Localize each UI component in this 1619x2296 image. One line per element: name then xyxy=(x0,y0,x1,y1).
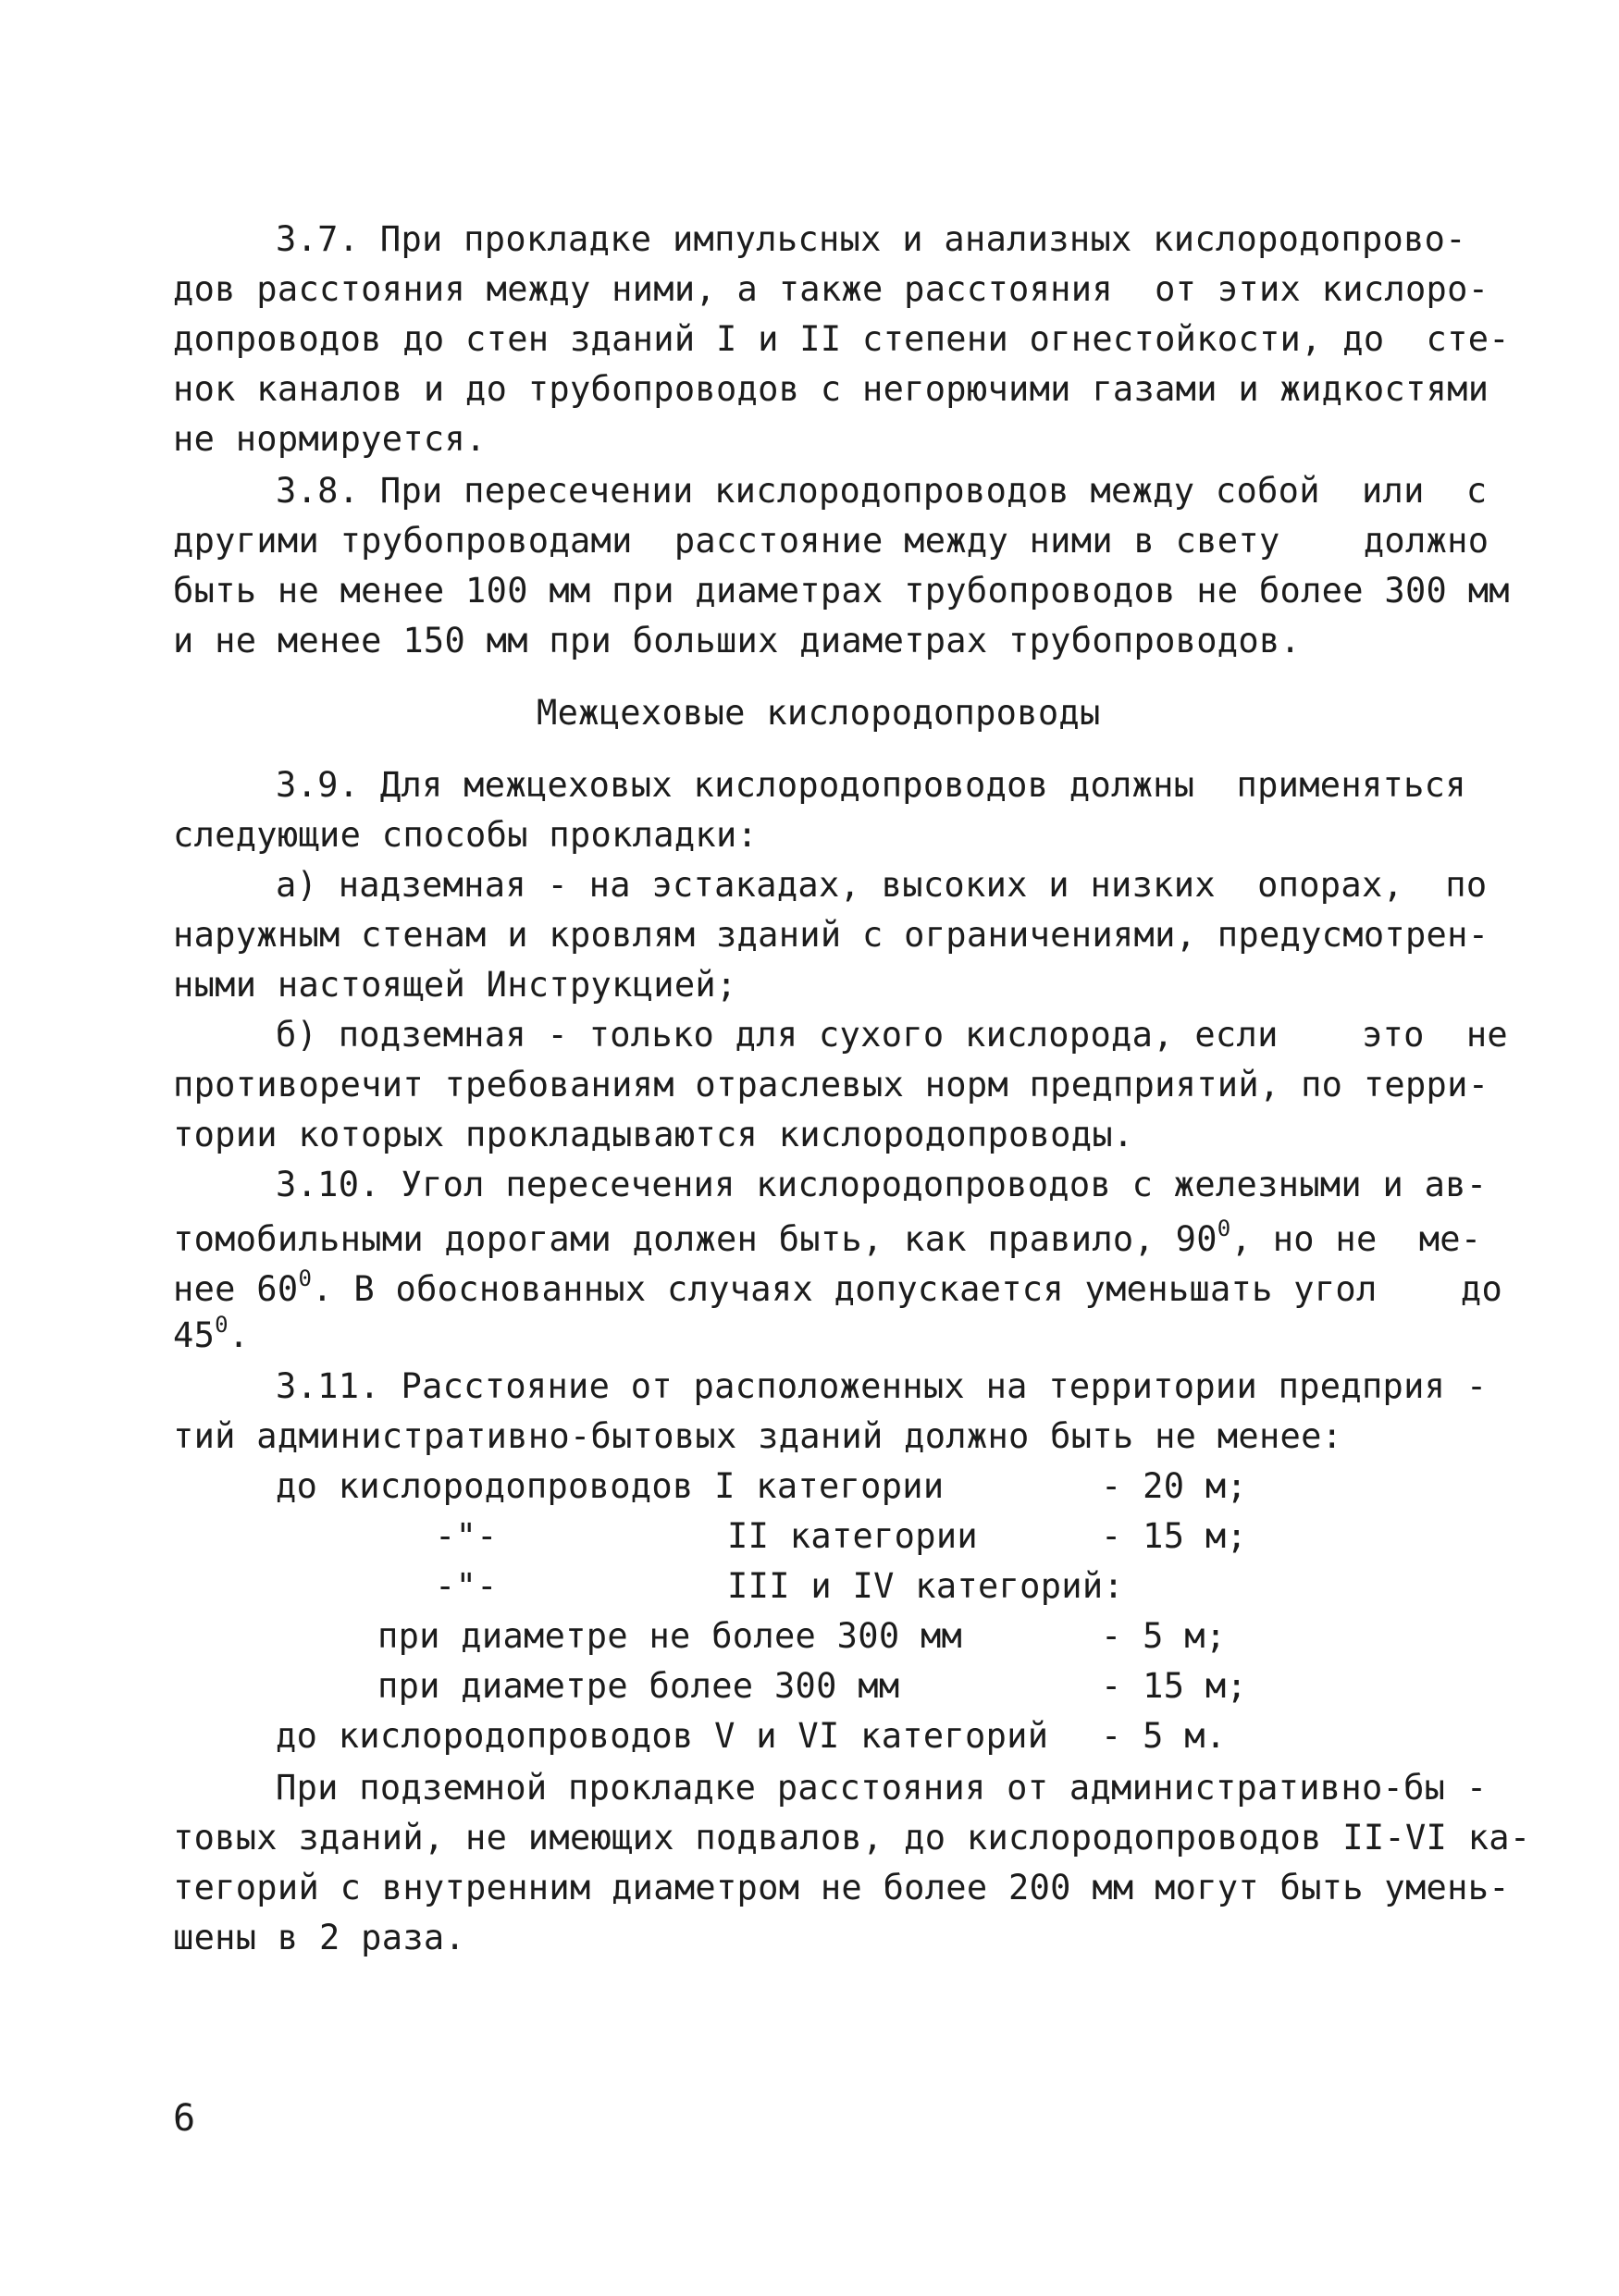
distance-row-value: - 15 м; xyxy=(1101,1666,1248,1706)
distance-row-value: - 5 м. xyxy=(1101,1716,1227,1756)
p310-line-2-tail: , но не ме- xyxy=(1230,1219,1482,1259)
p310-line-1: 3.10. Угол пересечения кислородопроводов с железными и ав- xyxy=(276,1165,1488,1204)
p38-line-4: и не менее 150 мм при больших диаметрах трубопроводов. xyxy=(173,621,1302,660)
p39-line-2: следующие способы прокладки: xyxy=(173,815,759,855)
p37-line-4: нок каналов и до трубопроводов с негорючими газами и жидкостями xyxy=(173,369,1489,409)
p38-line-3: быть не менее 100 мм при диаметрах трубопроводов не более 300 мм xyxy=(173,571,1510,611)
p39-line-4: наружным стенам и кровлям зданий с ограничениями, предусмотрен- xyxy=(173,915,1489,955)
p37-line-1: 3.7. При прокладке импульсных и анализных кислородопрово- xyxy=(276,219,1466,259)
p310-line-2-text: томобильными дорогами должен быть, как правило, 90 xyxy=(173,1219,1217,1259)
p311-line-2: тий административно-бытовых зданий должно быть не менее: xyxy=(173,1416,1343,1456)
p39-line-8: тории которых прокладываются кислородопроводы. xyxy=(173,1115,1134,1154)
p37-line-2: дов расстояния между ними, а также расстояния от этих кислоро- xyxy=(173,269,1489,309)
p310-line-4-text: 45 xyxy=(173,1315,216,1355)
degree-superscript: 0 xyxy=(1217,1216,1231,1241)
degree-superscript: 0 xyxy=(215,1312,229,1338)
distance-row-value: - 15 м; xyxy=(1101,1516,1248,1556)
distance-row-label: -"- III и IV категорий: xyxy=(435,1566,1125,1606)
p37-line-5: не нормируется. xyxy=(173,419,487,459)
p39-line-6: б) подземная - только для сухого кислорода, если это не xyxy=(276,1015,1508,1055)
p311-tail-line-3: тегорий с внутренним диаметром не более 200 мм могут быть умень- xyxy=(173,1868,1510,1907)
p310-line-4-tail: . xyxy=(228,1315,250,1355)
page-number: 6 xyxy=(173,2097,196,2140)
section-heading: Межцеховые кислородопроводы xyxy=(537,693,1101,733)
p39-line-3: а) надземная - на эстакадах, высоких и низких опорах, по xyxy=(276,865,1488,905)
distance-row-value: - 5 м; xyxy=(1101,1616,1227,1656)
p39-line-7: противоречит требованиям отраслевых норм предприятий, по терри- xyxy=(173,1065,1489,1105)
p310-line-4 xyxy=(173,1312,250,1355)
p310-line-2 xyxy=(173,1216,1482,1259)
p311-line-1: 3.11. Расстояние от расположенных на территории предприя - xyxy=(276,1366,1488,1406)
distance-row-label: при диаметре более 300 мм xyxy=(377,1666,900,1706)
p310-line-3 xyxy=(173,1265,1503,1309)
p310-line-3-text: нее 60 xyxy=(173,1269,299,1309)
distance-row-label: -"- II категории xyxy=(435,1516,978,1556)
p37-line-3: допроводов до стен зданий I и II степени огнестойкости, до сте- xyxy=(173,319,1510,359)
distance-row-label: при диаметре не более 300 мм xyxy=(377,1616,963,1656)
p311-tail-line-4: шены в 2 раза. xyxy=(173,1918,466,1957)
p39-line-5: ными настоящей Инструкцией; xyxy=(173,965,737,1005)
distance-row-label: до кислородопроводов I категории xyxy=(276,1466,945,1506)
p38-line-2: другими трубопроводами расстояние между ними в свету должно xyxy=(173,521,1489,561)
p311-tail-line-2: товых зданий, не имеющих подвалов, до кислородопроводов II-VI ка- xyxy=(173,1818,1531,1858)
p38-line-1: 3.8. При пересечении кислородопроводов между собой или с xyxy=(276,471,1488,511)
p310-line-3-tail: . В обоснованных случаях допускается уменьшать угол до xyxy=(312,1269,1503,1309)
distance-row-label: до кислородопроводов V и VI категорий xyxy=(276,1716,1049,1756)
distance-row-value: - 20 м; xyxy=(1101,1466,1248,1506)
p39-line-1: 3.9. Для межцеховых кислородопроводов должны применяться xyxy=(276,765,1466,805)
p311-tail-line-1: При подземной прокладке расстояния от административно-бы - xyxy=(276,1768,1488,1808)
degree-superscript: 0 xyxy=(298,1265,313,1291)
